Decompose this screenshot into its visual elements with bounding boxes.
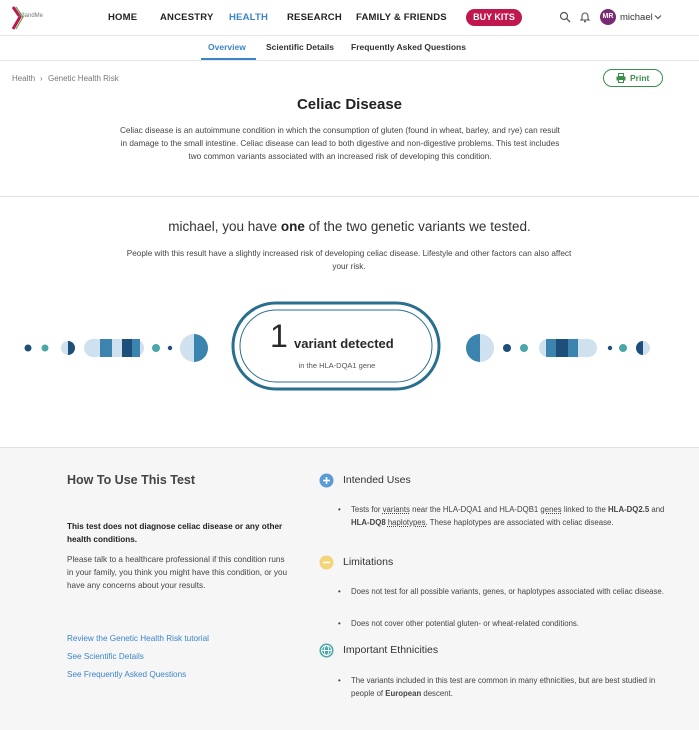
dna-decoration-right — [466, 334, 650, 362]
tab-overview[interactable]: Overview — [208, 42, 246, 52]
plus-circle-icon — [319, 473, 334, 488]
ethnicities-title: Important Ethnicities — [343, 644, 439, 656]
nav-research[interactable]: RESEARCH — [287, 12, 342, 23]
bell-icon[interactable] — [579, 11, 591, 23]
active-tab-indicator — [201, 58, 256, 60]
top-navigation — [0, 0, 699, 36]
result-headline: michael, you have one of the two genetic variants we tested. — [168, 219, 531, 234]
tab-faq[interactable]: Frequently Asked Questions — [351, 42, 466, 52]
how-to-use-disclaimer: This test does not diagnose celiac disease or any other health conditions. — [67, 522, 283, 544]
breadcrumb-current: Genetic Health Risk — [48, 74, 119, 83]
tab-scientific-details[interactable]: Scientific Details — [266, 42, 335, 52]
globe-icon — [319, 643, 334, 658]
limitations-bullet: • Does not cover other potential gluten- or wheat-related conditions. — [338, 619, 579, 628]
intro-text: Celiac disease is an autoimmune condition in which the consumption of gluten (found in wheat, barley, and rye) can result in damage to the small intestine. Celiac disease can lead to both digestive and non-digestive problems. This test includes two common variants associated with an increased risk of developing this condition. — [120, 126, 560, 161]
scientific-details-link[interactable]: See Scientific Details — [67, 652, 144, 661]
logo-text: 23andMe — [18, 13, 44, 19]
section-divider — [0, 196, 699, 197]
breadcrumb-separator: › — [40, 74, 43, 83]
dna-decoration-left — [25, 334, 209, 362]
variant-label: variant detected — [294, 336, 394, 351]
tutorial-link[interactable]: Review the Genetic Health Risk tutorial — [67, 634, 209, 643]
variant-count: 1 — [270, 318, 288, 354]
print-button[interactable] — [603, 69, 663, 87]
result-subline: People with this result have a slightly increased risk of developing celiac disease. Lifestyle and other factors can also affect your risk. — [126, 249, 572, 271]
chevron-down-icon[interactable] — [654, 13, 662, 21]
intended-uses-bullet: • Tests for variants near the HLA-DQA1 and HLA-DQB1 genes linked to the HLA-DQ2.5 and HLA-DQ8 haplotypes. These haplotypes are associated with celiac disease. — [338, 505, 665, 527]
search-icon[interactable] — [559, 11, 571, 23]
intended-uses-title: Intended Uses — [343, 474, 411, 486]
printer-icon — [616, 73, 626, 83]
username[interactable]: michael — [620, 12, 653, 23]
ethnicities-bullet: • The variants included in this test are common in many ethnicities, but are best studied in people of European descent. — [338, 676, 656, 698]
sub-navigation — [0, 36, 699, 61]
variant-gene: in the HLA-DQA1 gene — [298, 361, 376, 370]
how-to-use-title: How To Use This Test — [67, 473, 196, 487]
print-label: Print — [630, 73, 650, 83]
limitations-bullet: • Does not test for all possible variants, genes, or haplotypes associated with celiac disease. — [338, 587, 664, 596]
faq-link[interactable]: See Frequently Asked Questions — [67, 670, 187, 679]
nav-ancestry[interactable]: ANCESTRY — [160, 12, 214, 23]
nav-family-friends[interactable]: FAMILY & FRIENDS — [356, 12, 447, 23]
nav-home[interactable]: HOME — [108, 12, 138, 23]
breadcrumb-health[interactable]: Health — [12, 74, 36, 83]
buy-kits-button[interactable]: BUY KITS — [466, 9, 522, 26]
minus-circle-icon — [319, 555, 334, 570]
limitations-title: Limitations — [343, 556, 394, 568]
how-to-use-advice: Please talk to a healthcare professional if this condition runs in your family, you think you might have this condition, or you have any concerns about your results. — [67, 555, 288, 590]
page-title: Celiac Disease — [296, 96, 403, 113]
avatar[interactable]: MR — [600, 9, 616, 25]
nav-health[interactable]: HEALTH — [229, 12, 269, 23]
